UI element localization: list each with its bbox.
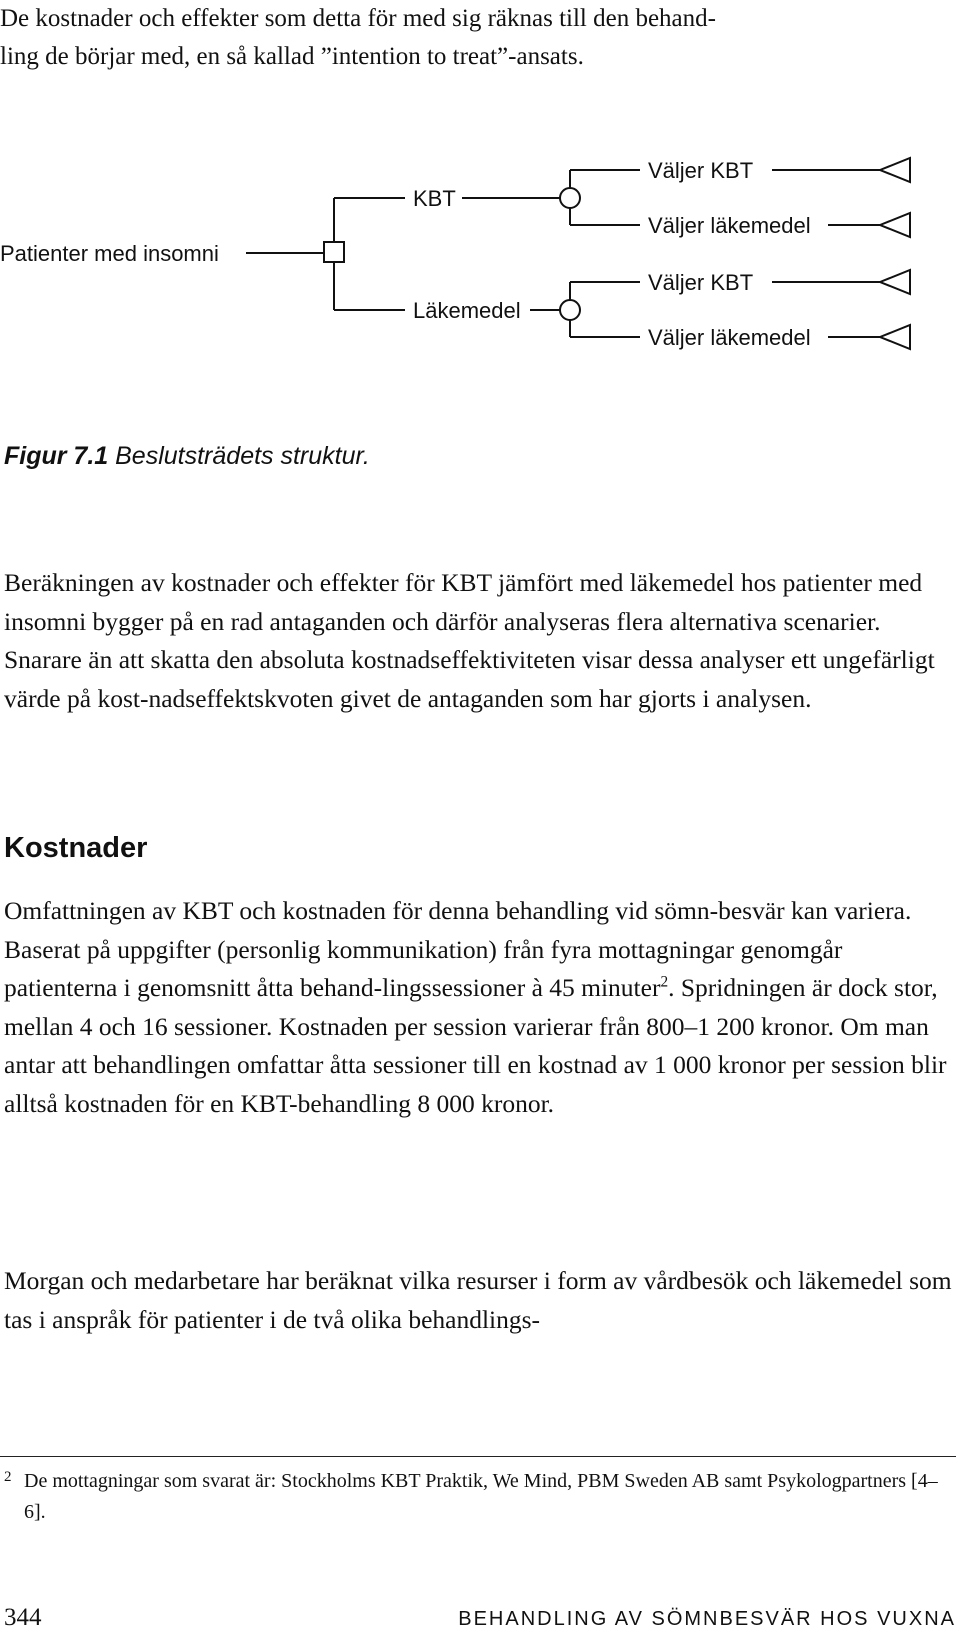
terminal-node-1 [880, 158, 910, 182]
figure-caption-label: Figur 7.1 [4, 442, 109, 470]
decision-tree-diagram [0, 150, 960, 380]
body-paragraph-3: Morgan och medarbetare har beräknat vilka resurser i form av vårdbesök och läkemedel som tas i anspråk för patienter i de två olika behandlings- [4, 1266, 952, 1334]
section-heading: Kostnader [4, 832, 148, 864]
chance-node-kbt [560, 188, 580, 208]
branch-label-lakemedel: Läkemedel [413, 298, 521, 323]
running-head: BEHANDLING AV SÖMNBESVÄR HOS VUXNA [458, 1608, 956, 1630]
body-paragraph-1: Beräkningen av kostnader och effekter för KBT jämfört med läkemedel hos patienter med insomni bygger på en rad antaganden och därför analyseras flera alternativa scenarier. Snarare än att skatta den absoluta kostnadseffektiviteten visar dessa analyser ett ungefärligt värde på kost-nadseffektskvoten givet de antaganden som har gjorts i analysen. [4, 568, 935, 713]
root-label: Patienter med insomni [0, 241, 219, 266]
intro-line-1: De kostnader och effekter som detta för med sig räknas till den behand- [0, 5, 716, 32]
intro-paragraph [0, 0, 940, 76]
paragraph-2-text-after: . Spridningen är dock stor, mellan 4 och 16 sessioner. Kostnaden per session varierar från 800–1 200 kronor. Om man antar att behandlingen omfattar åtta sessioner till en kostnad av 1 000 kronor per session blir alltså kostnaden för en KBT-behandling 8 000 kronor. [4, 973, 947, 1118]
body-paragraph-2 [4, 892, 956, 1123]
terminal-node-4 [880, 325, 910, 349]
outcome-label-1a: Väljer KBT [648, 158, 754, 183]
outcome-label-1b: Väljer läkemedel [648, 213, 811, 238]
terminal-node-3 [880, 270, 910, 294]
footnote-divider [0, 1456, 956, 1457]
chance-node-lakemedel [560, 300, 580, 320]
branch-label-kbt: KBT [413, 186, 456, 211]
page-number: 344 [4, 1604, 42, 1631]
outcome-label-2a: Väljer KBT [648, 270, 754, 295]
figure-caption [4, 442, 370, 471]
footnote-mark: 2 [4, 1469, 12, 1485]
footnote [4, 1466, 944, 1528]
paragraph-2-text-before: Omfattningen av KBT och kostnaden för denna behandling vid sömn-besvär kan variera. Baserat på uppgifter (personlig kommunikation) från fyra mottagningar genomgår patienterna i genomsnitt åtta behand-lingssessioner à 45 minuter [4, 896, 912, 1002]
figure-caption-text: Beslutsträdets struktur. [108, 442, 370, 470]
footnote-reference[interactable]: 2 [660, 973, 669, 991]
outcome-label-2b: Väljer läkemedel [648, 325, 811, 350]
intro-line-2: ling de börjar med, en så kallad ”intention to treat”-ansats. [0, 43, 584, 70]
decision-node-square [324, 242, 344, 262]
terminal-node-2 [880, 213, 910, 237]
footnote-text: De mottagningar som svarat är: Stockholms KBT Praktik, We Mind, PBM Sweden AB samt Psykologpartners [4–6]. [24, 1470, 938, 1523]
